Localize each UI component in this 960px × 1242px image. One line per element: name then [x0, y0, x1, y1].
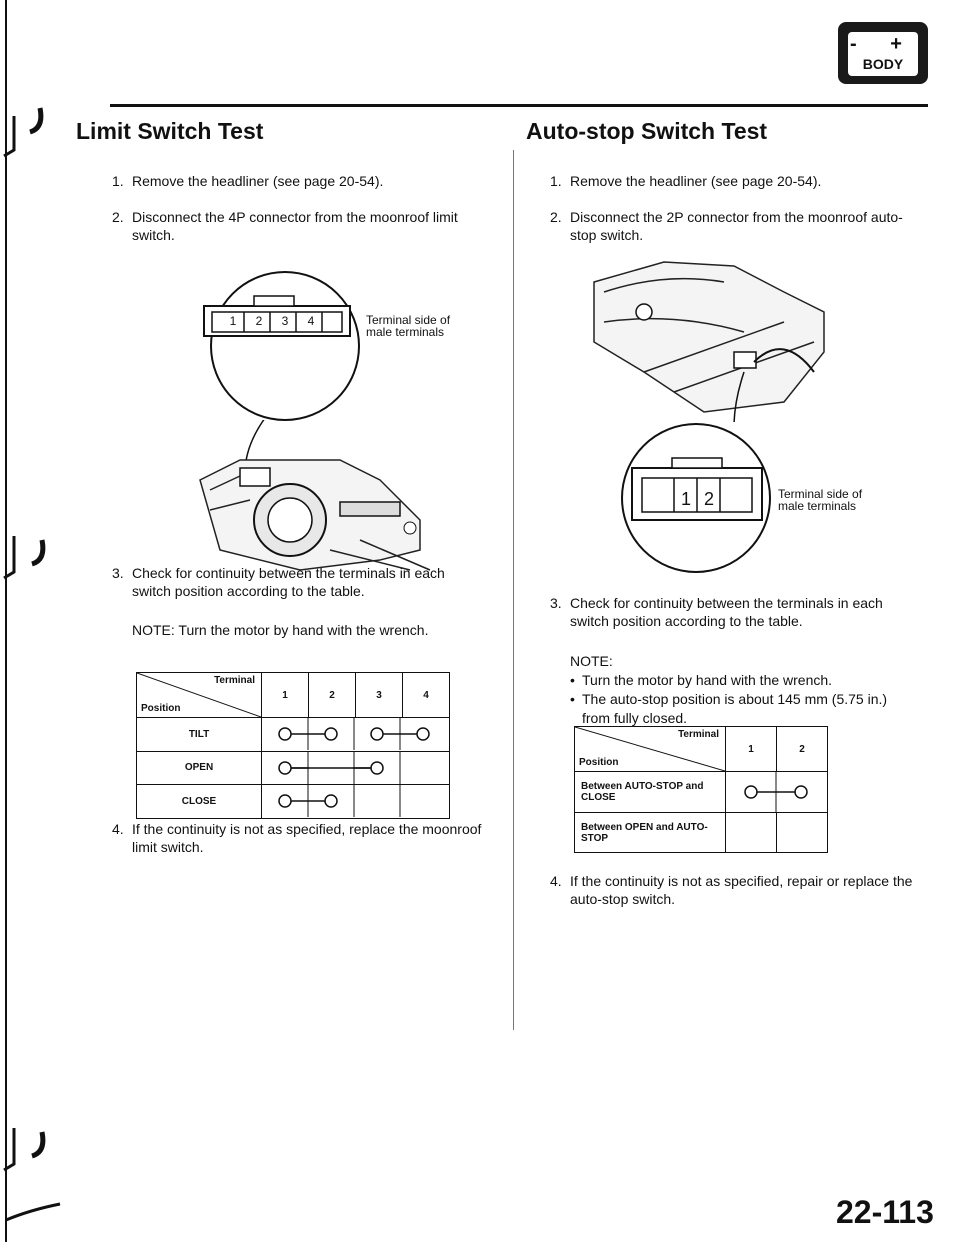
step-number: 3.	[550, 595, 562, 611]
note-label: NOTE:	[570, 653, 613, 669]
left-note: NOTE: Turn the motor by hand with the wrench.	[132, 622, 429, 638]
column-header-2: 2	[777, 727, 828, 772]
connector-pin-1: 1	[680, 489, 691, 509]
battery-signs: - +	[850, 33, 916, 55]
terminal-header: Terminal	[214, 675, 255, 686]
position-cell: OPEN	[137, 751, 262, 785]
continuity-marks-open	[262, 752, 449, 785]
step-text: Check for continuity between the terminals in each switch position according to the table.	[132, 565, 445, 599]
continuity-marks-tilt	[262, 718, 449, 751]
column-header-4: 4	[403, 673, 450, 718]
note-item: • The auto-stop position is about 145 mm (5.75 in.) from fully closed.	[570, 691, 888, 726]
continuity-cell	[726, 813, 777, 853]
note-text: The auto-stop position is about 145 mm (5.75 in.) from fully closed.	[582, 691, 888, 726]
limit-switch-motor-illustration	[180, 420, 440, 580]
column-header-1: 1	[262, 673, 309, 718]
connector-pin-3: 3	[281, 314, 289, 328]
badge-plate	[848, 32, 918, 76]
continuity-cell	[262, 785, 450, 819]
table-row	[137, 785, 450, 819]
right-note	[570, 652, 910, 728]
continuity-marks-autostop-close	[726, 772, 827, 812]
table-row	[575, 772, 828, 813]
step-text: Remove the headliner (see page 20-54).	[132, 173, 384, 189]
step-text: Remove the headliner (see page 20-54).	[570, 173, 822, 189]
limit-switch-test-title: Limit Switch Test	[76, 118, 264, 144]
step-number: 2.	[550, 209, 562, 225]
continuity-cell	[777, 813, 828, 853]
step-number: 1.	[112, 173, 124, 189]
terminal-header: Terminal	[678, 729, 719, 740]
step-text: Disconnect the 2P connector from the moonroof auto-stop switch.	[570, 209, 903, 243]
page-number: 22-113	[836, 1194, 934, 1230]
terminal-side-label: Terminal side of male terminals	[778, 487, 863, 513]
auto-stop-continuity-table	[574, 726, 828, 853]
position-cell: Between AUTO-STOP and CLOSE	[575, 772, 726, 813]
table-row	[137, 751, 450, 785]
header-cell	[575, 727, 726, 772]
step-number: 4.	[550, 873, 562, 889]
position-header: Position	[141, 703, 181, 714]
connector-4p-callout	[190, 268, 380, 428]
column-header-2: 2	[309, 673, 356, 718]
step-number: 1.	[550, 173, 562, 189]
step-number: 2.	[112, 209, 124, 225]
step-number: 3.	[112, 565, 124, 581]
connector-pin-2: 2	[255, 314, 263, 328]
limit-switch-continuity-table	[136, 672, 450, 819]
auto-stop-switch-illustration	[584, 252, 834, 422]
step-text: Check for continuity between the terminals in each switch position according to the table.	[570, 595, 883, 629]
position-cell: TILT	[137, 718, 262, 752]
connector-pin-2: 2	[703, 489, 714, 509]
continuity-cell	[262, 718, 450, 752]
step-text: If the continuity is not as specified, repair or replace the auto-stop switch.	[570, 873, 913, 907]
step-text: Disconnect the 4P connector from the moonroof limit switch.	[132, 209, 458, 243]
connector-pin-4: 4	[307, 314, 315, 328]
position-header: Position	[579, 757, 619, 768]
note-item: • Turn the motor by hand with the wrench.	[570, 672, 833, 688]
column-header-3: 3	[356, 673, 403, 718]
table-row	[575, 813, 828, 853]
position-cell: CLOSE	[137, 785, 262, 819]
body-section-badge	[838, 22, 928, 84]
note-text: Turn the motor by hand with the wrench.	[582, 672, 833, 688]
table-row	[137, 718, 450, 752]
connector-pin-1: 1	[229, 314, 237, 328]
continuity-cell	[726, 772, 828, 813]
continuity-cell	[262, 751, 450, 785]
step-number: 4.	[112, 821, 124, 837]
column-header-1: 1	[726, 727, 777, 772]
terminal-side-label: Terminal side of male terminals	[366, 313, 451, 339]
step-text: If the continuity is not as specified, replace the moonroof limit switch.	[132, 821, 482, 855]
badge-word: BODY	[862, 56, 904, 72]
header-rule	[110, 104, 928, 107]
auto-stop-switch-test-title: Auto-stop Switch Test	[526, 118, 768, 144]
position-cell: Between OPEN and AUTO-STOP	[575, 813, 726, 853]
header-cell	[137, 673, 262, 718]
column-divider	[513, 150, 514, 1030]
margin-marks	[0, 80, 110, 1240]
continuity-marks-close	[262, 785, 449, 818]
